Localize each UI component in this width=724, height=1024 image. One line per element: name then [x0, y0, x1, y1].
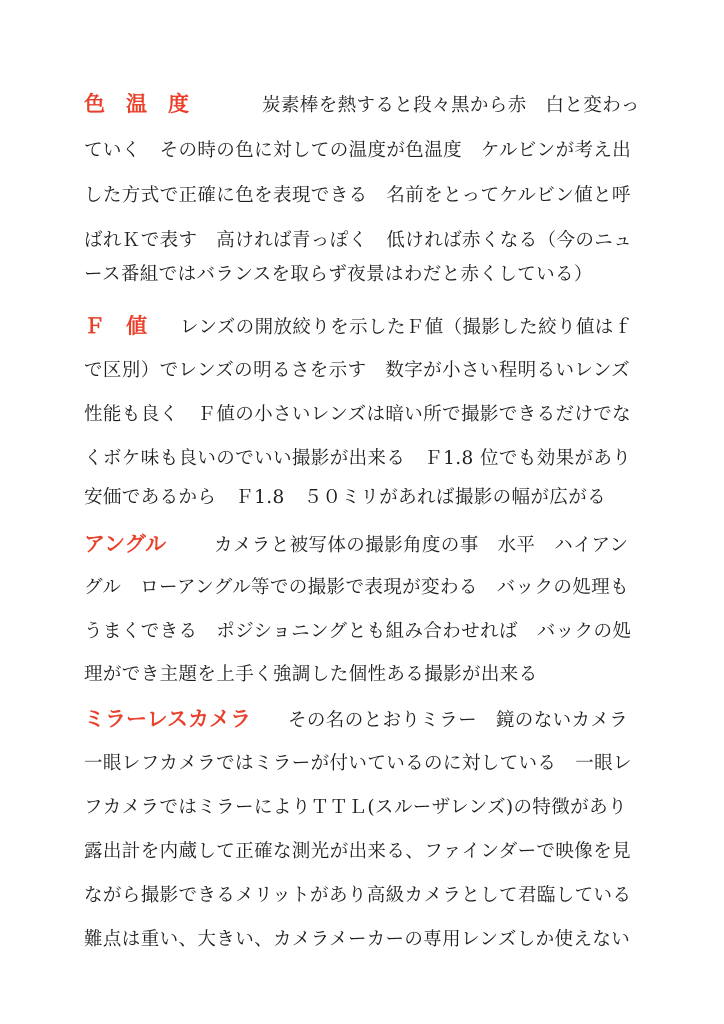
body-line: 難点は重い、大きい、カメラメーカーの専用レンズしか使えない	[84, 929, 631, 950]
body-line: 一眼レフカメラではミラーが付いているのに対している 一眼レ	[84, 753, 632, 774]
body-line: フカメラではミラーによりＴＴＬ(スルーザレンズ)の特徴があり	[84, 797, 627, 818]
term-color-temperature: 色 温 度	[84, 91, 189, 116]
body-line: カメラと被写体の撮影角度の事 水平 ハイアン	[214, 535, 629, 556]
body-line: くボケ味も良いのでいい撮影が出来る Ｆ1.8 位でも効果があり	[84, 448, 632, 469]
body-line: 性能も良く Ｆ値の小さいレンズは暗い所で撮影できるだけでな	[84, 404, 632, 425]
body-line: した方式で正確に色を表現できる 名前をとってケルビン値と呼	[84, 185, 631, 206]
body-line: ながら撮影できるメリットがあり高級カメラとして君臨している	[84, 885, 632, 906]
term-angle: アングル	[84, 531, 167, 556]
body-line: 安価であるから Ｆ1.8 ５０ミリがあれば撮影の幅が広がる	[84, 487, 607, 508]
body-line: ばれＫで表す 高ければ青っぽく 低ければ赤くなる（今のニュ	[84, 230, 633, 251]
body-line: 露出計を内蔵して正確な測光が出来る、ファインダーで映像を見	[84, 841, 631, 862]
body-line: 理ができ主題を上手く強調した個性ある撮影が出来る	[84, 664, 538, 685]
body-line: ていく その時の色に対しての温度が色温度 ケルビンが考え出	[84, 140, 632, 161]
body-line: 炭素棒を熱すると段々黒から赤 白と変わっ	[262, 95, 640, 116]
term-mirrorless-camera: ミラーレスカメラ	[84, 706, 251, 731]
body-line: ース番組ではバランスを取らず夜景はわだと赤くしている）	[84, 264, 593, 285]
body-line: グル ローアングル等での撮影で表現が変わる バックの処理も	[84, 577, 629, 598]
body-line: で区別）でレンズの明るさを示す 数字が小さい程明るいレンズ	[84, 360, 631, 381]
body-line: うまくできる ポジショニングとも組み合わせれば バックの処	[84, 621, 632, 642]
body-line: その名のとおりミラー 鏡のないカメラ	[288, 710, 629, 731]
term-f-number: Ｆ 値	[84, 313, 147, 338]
body-line: レンズの開放絞りを示したＦ値（撮影した絞り値はｆ	[180, 317, 633, 338]
